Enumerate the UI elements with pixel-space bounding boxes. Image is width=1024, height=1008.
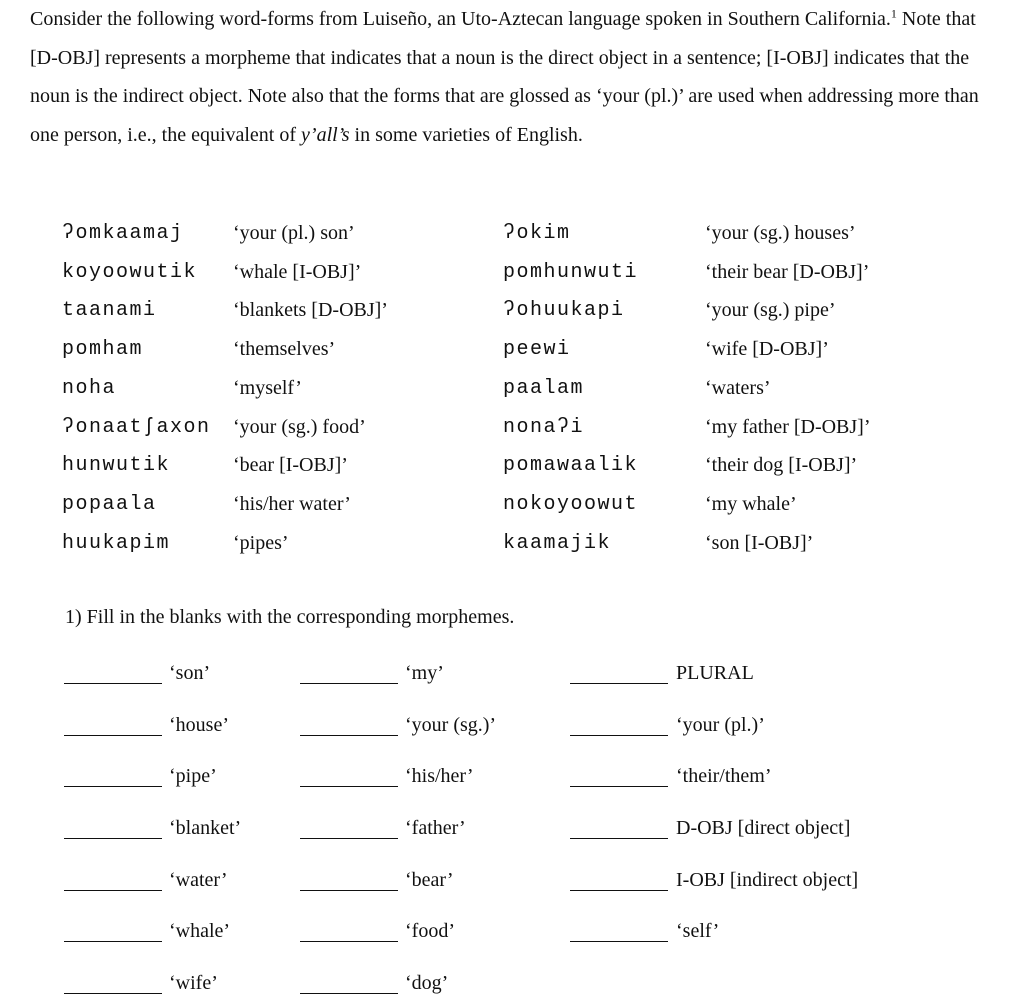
wordform-left: hunwutik: [62, 454, 171, 477]
blank-label: ‘his/her’: [405, 765, 474, 787]
blank-label: ‘father’: [405, 817, 466, 839]
blank-label: ‘your (sg.)’: [405, 714, 497, 736]
wordform-gloss-right: ‘waters’: [705, 377, 771, 399]
wordform-right: pomawaalik: [503, 454, 639, 477]
wordform-left: koyoowutik: [62, 261, 198, 284]
answer-blank[interactable]: [300, 838, 398, 839]
intro-part2: Note that [D-OBJ] represents a morpheme that indicates that a noun is the direct object in a sentence; [I-OBJ] indicates that the noun is the indirect object. Note also that the forms that are glossed as ‘your (pl.)’ are used when addressing more than one person, i.e., the equivalent of: [30, 8, 979, 146]
answer-blank[interactable]: [64, 890, 162, 891]
answer-blank[interactable]: [300, 786, 398, 787]
intro-italic: y’all’s: [301, 123, 350, 146]
wordform-gloss-left: ‘themselves’: [233, 338, 336, 360]
wordform-gloss-left: ‘your (sg.) food’: [233, 416, 366, 438]
wordform-right: nonaʔi: [503, 416, 585, 439]
wordform-left: popaala: [62, 493, 157, 516]
wordform-gloss-left: ‘blankets [D-OBJ]’: [233, 299, 388, 321]
blank-label: ‘blanket’: [169, 817, 242, 839]
wordform-left: taanami: [62, 299, 157, 322]
answer-blank[interactable]: [64, 735, 162, 736]
wordform-gloss-right: ‘their bear [D-OBJ]’: [705, 261, 870, 283]
blank-label: D-OBJ [direct object]: [676, 817, 851, 839]
blank-label: I-OBJ [indirect object]: [676, 869, 859, 891]
wordform-gloss-right: ‘wife [D-OBJ]’: [705, 338, 829, 360]
wordform-left: pomham: [62, 338, 144, 361]
wordform-right: peewi: [503, 338, 571, 361]
blank-label: ‘your (pl.)’: [676, 714, 765, 736]
wordform-gloss-right: ‘their dog [I-OBJ]’: [705, 454, 858, 476]
intro-part1: Consider the following word-forms from Luiseño, an Uto-Aztecan language spoken in Southern California.: [30, 8, 891, 30]
answer-blank[interactable]: [300, 993, 398, 994]
wordform-right: ʔokim: [503, 222, 571, 245]
wordform-left: huukapim: [62, 532, 171, 555]
wordform-right: ʔohuukapi: [503, 299, 625, 322]
blank-label: ‘wife’: [169, 972, 218, 994]
wordform-right: pomhunwuti: [503, 261, 639, 284]
wordform-gloss-left: ‘your (pl.) son’: [233, 222, 355, 244]
wordform-gloss-left: ‘whale [I-OBJ]’: [233, 261, 362, 283]
blank-label: ‘self’: [676, 920, 720, 942]
answer-blank[interactable]: [300, 683, 398, 684]
wordform-gloss-right: ‘son [I-OBJ]’: [705, 532, 814, 554]
blank-label: ‘son’: [169, 662, 211, 684]
answer-blank[interactable]: [570, 941, 668, 942]
wordform-left: ʔonaatʃaxon: [62, 416, 211, 439]
blank-label: ‘my’: [405, 662, 444, 684]
blank-label: ‘their/them’: [676, 765, 772, 787]
blank-label: ‘food’: [405, 920, 455, 942]
answer-blank[interactable]: [64, 993, 162, 994]
answer-blank[interactable]: [300, 890, 398, 891]
wordform-right: paalam: [503, 377, 585, 400]
blank-label: ‘dog’: [405, 972, 449, 994]
wordform-left: ʔomkaamaj: [62, 222, 184, 245]
wordform-gloss-left: ‘his/her water’: [233, 493, 351, 515]
wordform-gloss-right: ‘my whale’: [705, 493, 797, 515]
wordform-left: noha: [62, 377, 117, 400]
wordform-gloss-right: ‘your (sg.) houses’: [705, 222, 856, 244]
answer-blank[interactable]: [300, 941, 398, 942]
answer-blank[interactable]: [570, 786, 668, 787]
answer-blank[interactable]: [64, 941, 162, 942]
blank-label: PLURAL: [676, 662, 754, 684]
answer-blank[interactable]: [64, 683, 162, 684]
blank-label: ‘water’: [169, 869, 228, 891]
blank-label: ‘whale’: [169, 920, 231, 942]
wordform-right: nokoyoowut: [503, 493, 639, 516]
blank-label: ‘house’: [169, 714, 229, 736]
answer-blank[interactable]: [64, 838, 162, 839]
blank-label: ‘pipe’: [169, 765, 217, 787]
answer-blank[interactable]: [570, 838, 668, 839]
wordform-gloss-left: ‘pipes’: [233, 532, 289, 554]
footnote-marker: 1: [890, 6, 897, 21]
wordform-gloss-left: ‘bear [I-OBJ]’: [233, 454, 348, 476]
blank-label: ‘bear’: [405, 869, 454, 891]
intro-part3: in some varieties of English.: [349, 123, 583, 146]
question-1: 1) Fill in the blanks with the corresponding morphemes.: [65, 606, 515, 628]
wordform-gloss-right: ‘my father [D-OBJ]’: [705, 416, 871, 438]
answer-blank[interactable]: [64, 786, 162, 787]
intro-paragraph: [30, 0, 990, 154]
answer-blank[interactable]: [570, 735, 668, 736]
answer-blank[interactable]: [570, 683, 668, 684]
wordform-gloss-right: ‘your (sg.) pipe’: [705, 299, 836, 321]
answer-blank[interactable]: [570, 890, 668, 891]
answer-blank[interactable]: [300, 735, 398, 736]
wordform-gloss-left: ‘myself’: [233, 377, 302, 399]
wordform-right: kaamajik: [503, 532, 612, 555]
